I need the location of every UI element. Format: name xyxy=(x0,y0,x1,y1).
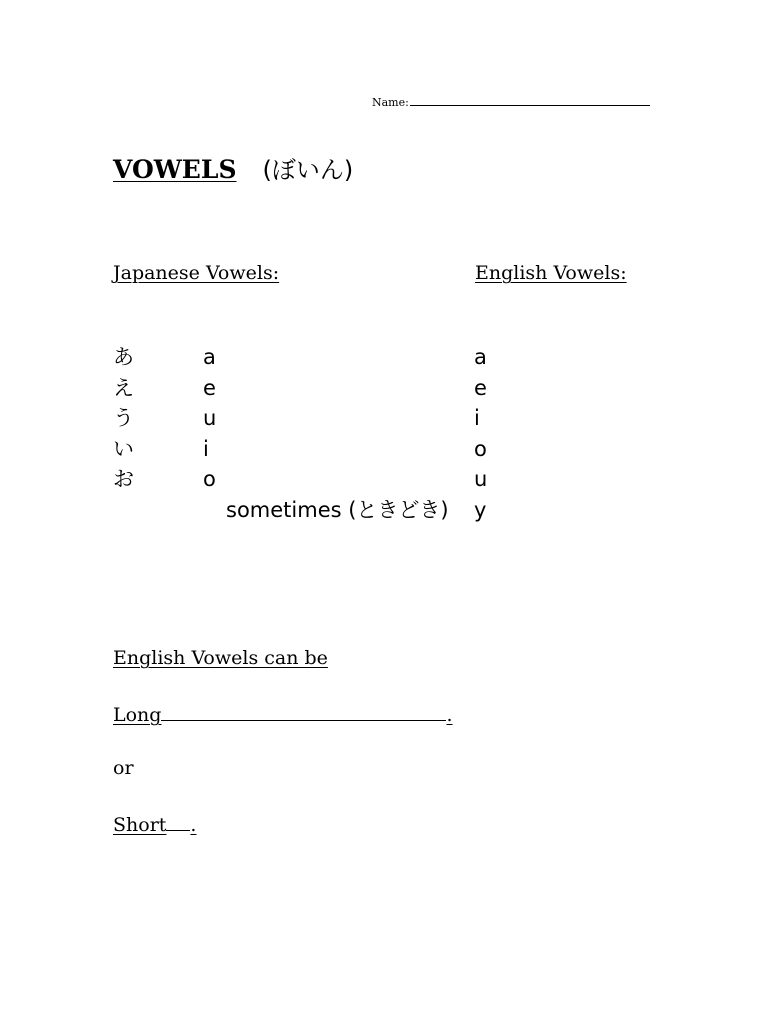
kana-item: う xyxy=(113,406,134,430)
english-vowel-item: i xyxy=(474,406,480,430)
kana-item: い xyxy=(113,436,134,461)
romaji-item: a xyxy=(203,345,216,369)
short-label: Short xyxy=(113,814,167,836)
short-row xyxy=(113,812,196,836)
long-period: . xyxy=(446,704,453,726)
english-vowel-item: e xyxy=(474,375,487,400)
long-label: Long xyxy=(113,704,162,726)
long-blank[interactable] xyxy=(161,702,446,721)
english-vowel-item: y xyxy=(474,497,487,522)
kana-item: あ xyxy=(113,345,134,369)
title-main: VOWELS xyxy=(113,155,237,184)
english-vowels-heading: English Vowels: xyxy=(475,262,627,284)
title-japanese: (ぼいん) xyxy=(262,156,354,184)
or-label: or xyxy=(113,757,134,779)
japanese-vowels-heading: Japanese Vowels: xyxy=(113,262,280,284)
romaji-item: u xyxy=(203,406,217,430)
kana-item: お xyxy=(113,467,134,491)
english-vowel-item: a xyxy=(474,345,487,369)
short-blank[interactable] xyxy=(166,812,190,831)
page-title xyxy=(113,150,353,185)
english-vowels-column xyxy=(474,342,487,525)
english-vowel-item: o xyxy=(474,436,487,461)
vowels-can-be-heading: English Vowels can be xyxy=(113,647,328,669)
kana-column xyxy=(113,342,134,495)
short-period: . xyxy=(190,814,197,836)
romaji-column xyxy=(203,342,216,495)
romaji-item: o xyxy=(203,467,216,491)
name-field[interactable] xyxy=(372,95,650,109)
romaji-item: i xyxy=(203,436,209,461)
kana-item: え xyxy=(113,375,134,400)
long-row xyxy=(113,702,453,726)
romaji-item: e xyxy=(203,375,216,400)
name-blank-line[interactable] xyxy=(410,95,650,106)
sometimes-note: sometimes (ときどき) xyxy=(226,498,449,522)
name-label: Name: xyxy=(372,96,409,109)
english-vowel-item: u xyxy=(474,467,488,491)
